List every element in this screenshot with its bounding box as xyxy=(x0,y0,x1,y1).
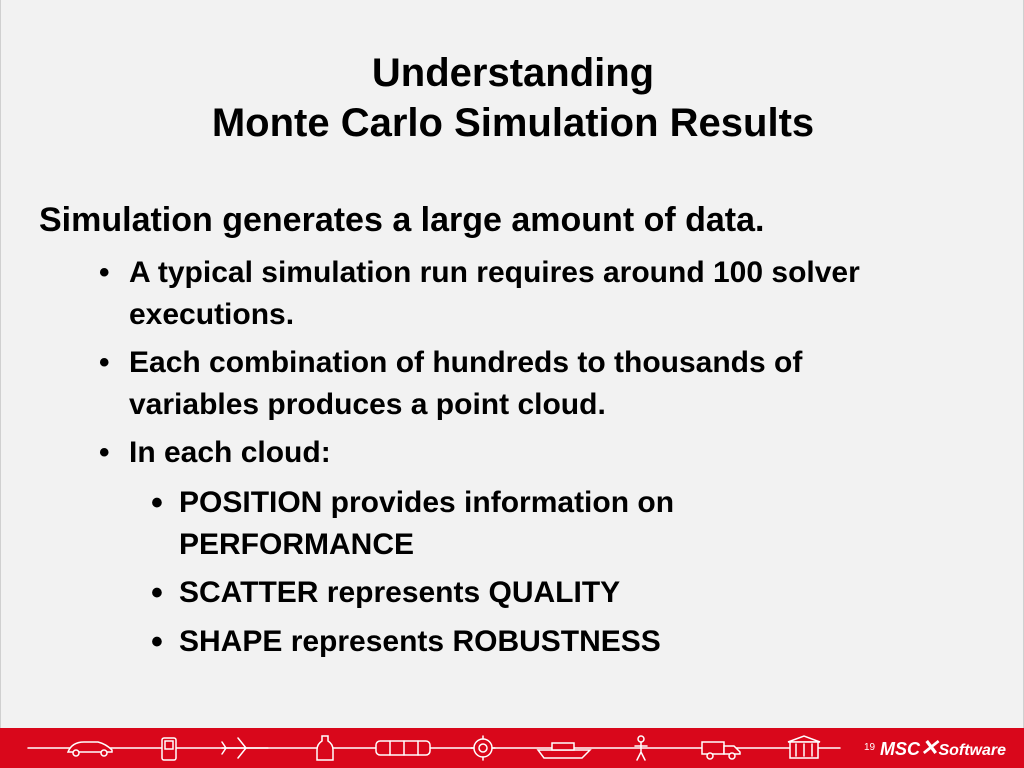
sub-bullet-2-line-1: SCATTER represents QUALITY xyxy=(179,576,621,609)
building-icon xyxy=(788,736,820,758)
main-point: Simulation generates a large amount of data. xyxy=(39,201,765,239)
sub-bullet-1-line-2: PERFORMANCE xyxy=(179,528,415,561)
sub-bullet-dot: • xyxy=(151,574,163,612)
bullet-2 xyxy=(99,342,979,426)
truck-icon xyxy=(702,742,740,759)
logo-software: Software xyxy=(938,742,1007,759)
sub-bullet-dot: • xyxy=(151,623,163,661)
bullet-3-line-1: In each cloud: xyxy=(129,436,331,469)
sub-bullet-3-line-1: SHAPE represents ROBUSTNESS xyxy=(179,625,661,658)
bullet-2-line-2: variables produces a point cloud. xyxy=(129,388,606,421)
logo-x-icon: ✕ xyxy=(920,735,939,760)
phone-icon xyxy=(162,738,176,760)
sub-bullet-dot: • xyxy=(151,484,163,522)
bullet-dot: • xyxy=(99,256,110,289)
page-number: 19 xyxy=(864,742,876,753)
bullet-dot: • xyxy=(99,436,110,469)
bullet-dot: • xyxy=(99,346,110,379)
car-icon xyxy=(68,742,112,756)
logo-msc: MSC xyxy=(880,739,920,759)
airplane-icon xyxy=(222,738,268,758)
slide-title xyxy=(1,48,1024,148)
footer-icon-strip xyxy=(0,728,860,768)
bullet-2-line-1: Each combination of hundreds to thousands of xyxy=(129,346,803,379)
title-line-2: Monte Carlo Simulation Results xyxy=(211,101,815,145)
footer-bar xyxy=(0,728,1024,768)
title-line-1: Understanding xyxy=(371,51,655,95)
ship-icon xyxy=(538,743,590,758)
bullet-1-line-1: A typical simulation run requires around 100 solver xyxy=(129,256,860,289)
msc-software-logo xyxy=(880,735,1006,761)
bullet-1 xyxy=(99,252,979,336)
sub-bullet-2 xyxy=(151,572,959,614)
bottle-icon xyxy=(317,736,333,760)
sub-bullet-1 xyxy=(151,482,959,566)
train-icon xyxy=(376,741,430,755)
sub-bullet-1-line-1: POSITION provides information on xyxy=(179,486,675,519)
sub-bullet-3 xyxy=(151,621,959,663)
bullet-3 xyxy=(99,432,979,474)
bullet-1-line-2: executions. xyxy=(129,298,295,331)
gear-icon xyxy=(471,736,495,760)
